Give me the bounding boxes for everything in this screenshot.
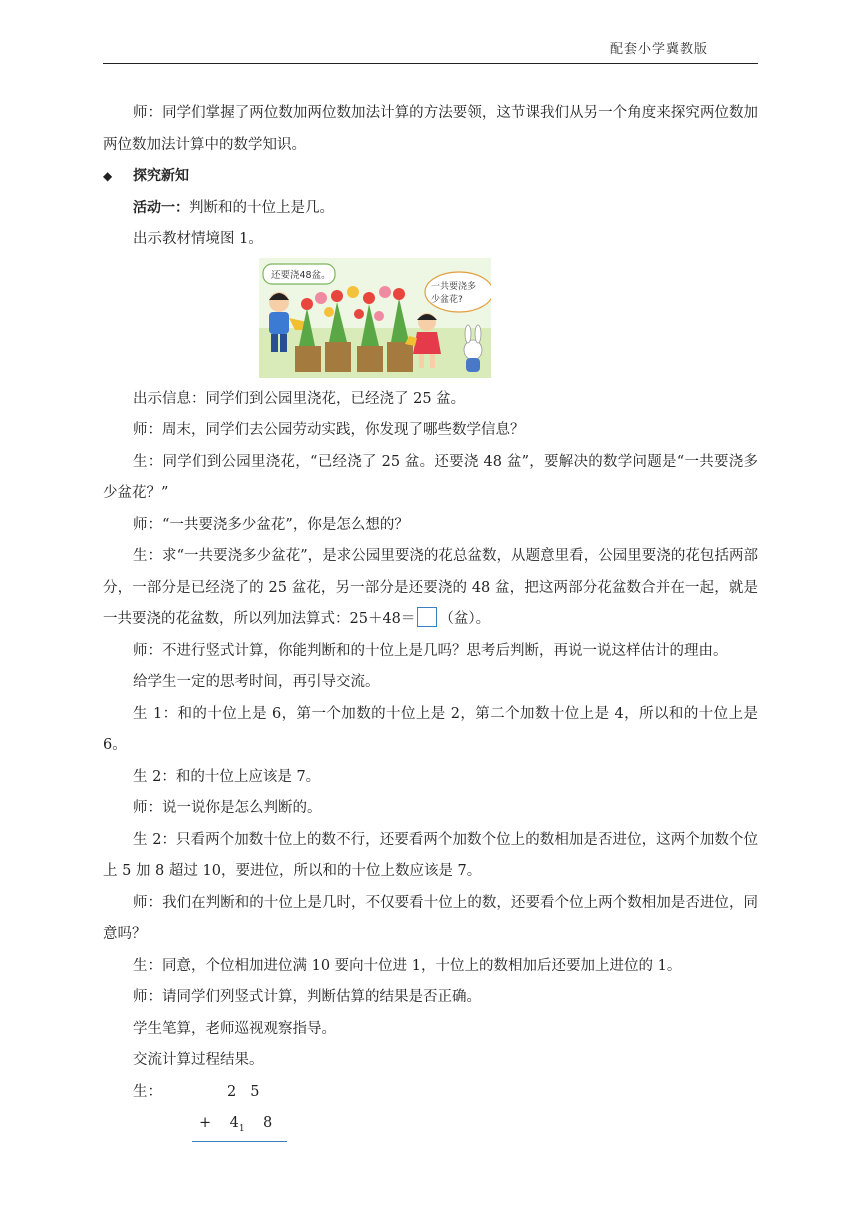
paragraph: 师：“一共要浇多少盆花”，你是怎么想的？ [133,516,409,533]
section-heading [103,161,758,193]
paragraph-text-end: （盆）。 [439,611,491,627]
paragraph: 学生笔算，老师巡视观察指导。 [133,1020,336,1037]
calc-speaker-label: 生： [133,1083,162,1100]
paragraph: 师：说一说你是怎么判断的。 [133,800,322,816]
carry-digit: 1 [238,1123,245,1134]
paragraph: 师：不进行竖式计算，你能判断和的十位上是几吗？思考后判断，再说一说这样估计的理由。 [133,642,728,659]
paragraph: 生：同学们到公园里浇花，“已经浇了 25 盆。还要浇 48 盆”，要解决的数学问题是“一共要浇多少盆花？” [103,453,758,501]
answer-blank-box [417,607,437,627]
calc-first-addend: 25 [227,1083,274,1100]
header-divider [103,63,758,64]
diamond-bullet-icon: ◆ [103,169,113,183]
calc-sum-line [192,1141,287,1142]
speech-left-text: 还要浇48盆。 [271,269,331,281]
paragraph: 出示信息：同学们到公园里浇花，已经浇了 25 盆。 [133,390,466,407]
paragraph: 交流计算过程结果。 [133,1052,264,1068]
activity-label: 活动一： [133,199,189,216]
paragraph: 师：请同学们列竖式计算，判断估算的结果是否正确。 [133,989,481,1005]
activity-text: 判断和的十位上是几。 [189,199,334,216]
paragraph: 生：同意，个位相加进位满 10 要向十位进 1，十位上的数相加后还要加上进位的 1。 [133,957,682,974]
calc-second-addend-row [199,1108,272,1145]
speech-right-line1: 一共要浇多 [431,281,477,292]
paragraph: 给学生一定的思考时间，再引导交流。 [133,674,380,690]
paragraph: 生 1：和的十位上是 6，第一个加数的十位上是 2，第二个加数十位上是 4，所以和的十位上是 6。 [103,705,758,753]
lesson-content [103,98,758,1147]
plus-sign: + [199,1114,212,1131]
paragraph: 生 2：和的十位上应该是 7。 [133,768,321,785]
paragraph: 师：我们在判断和的十位上是几时，不仅要看十位上的数，还要看个位上两个数相加是否进位，同意吗？ [103,894,758,942]
paragraph: 出示教材情境图 1。 [133,231,263,247]
textbook-illustration [259,258,491,378]
flower-watering-scene-image [259,258,491,378]
header-edition: 配套小学冀教版 [610,42,709,57]
second-addend-ones: 8 [263,1114,273,1131]
paragraph: 师：同学们掌握了两位数加两位数加法计算的方法要领，这节课我们从另一个角度来探究两位数加两位数加法计算中的数学知识。 [103,105,758,153]
second-addend-tens: 4 [229,1114,239,1131]
speech-right-line2: 少盆花? [431,294,463,305]
vertical-calculation [103,1077,758,1147]
section-title: 探究新知 [133,168,189,184]
paragraph-text: 生：求“一共要浇多少盆花”，是求公园里要浇的花总盆数，从题意里看，公园里要浇的花包括两部分，一部分是已经浇了的 25 盆花，另一部分是还要浇的 48 盆，把这两部分花盆数合并在一起，就是一共要浇的花盆数，所以列加法算式：25＋48＝ [103,548,758,627]
paragraph: 生 2：只看两个加数十位上的数不行，还要看两个加数个位上的数相加是否进位，这两个加数个位上 5 加 8 超过 10，要进位，所以和的十位上数应该是 7。 [103,831,758,879]
paragraph: 师：周末，同学们去公园劳动实践，你发现了哪些数学信息？ [133,422,525,438]
activity-line [103,193,758,225]
paragraph-with-blank [103,541,758,636]
